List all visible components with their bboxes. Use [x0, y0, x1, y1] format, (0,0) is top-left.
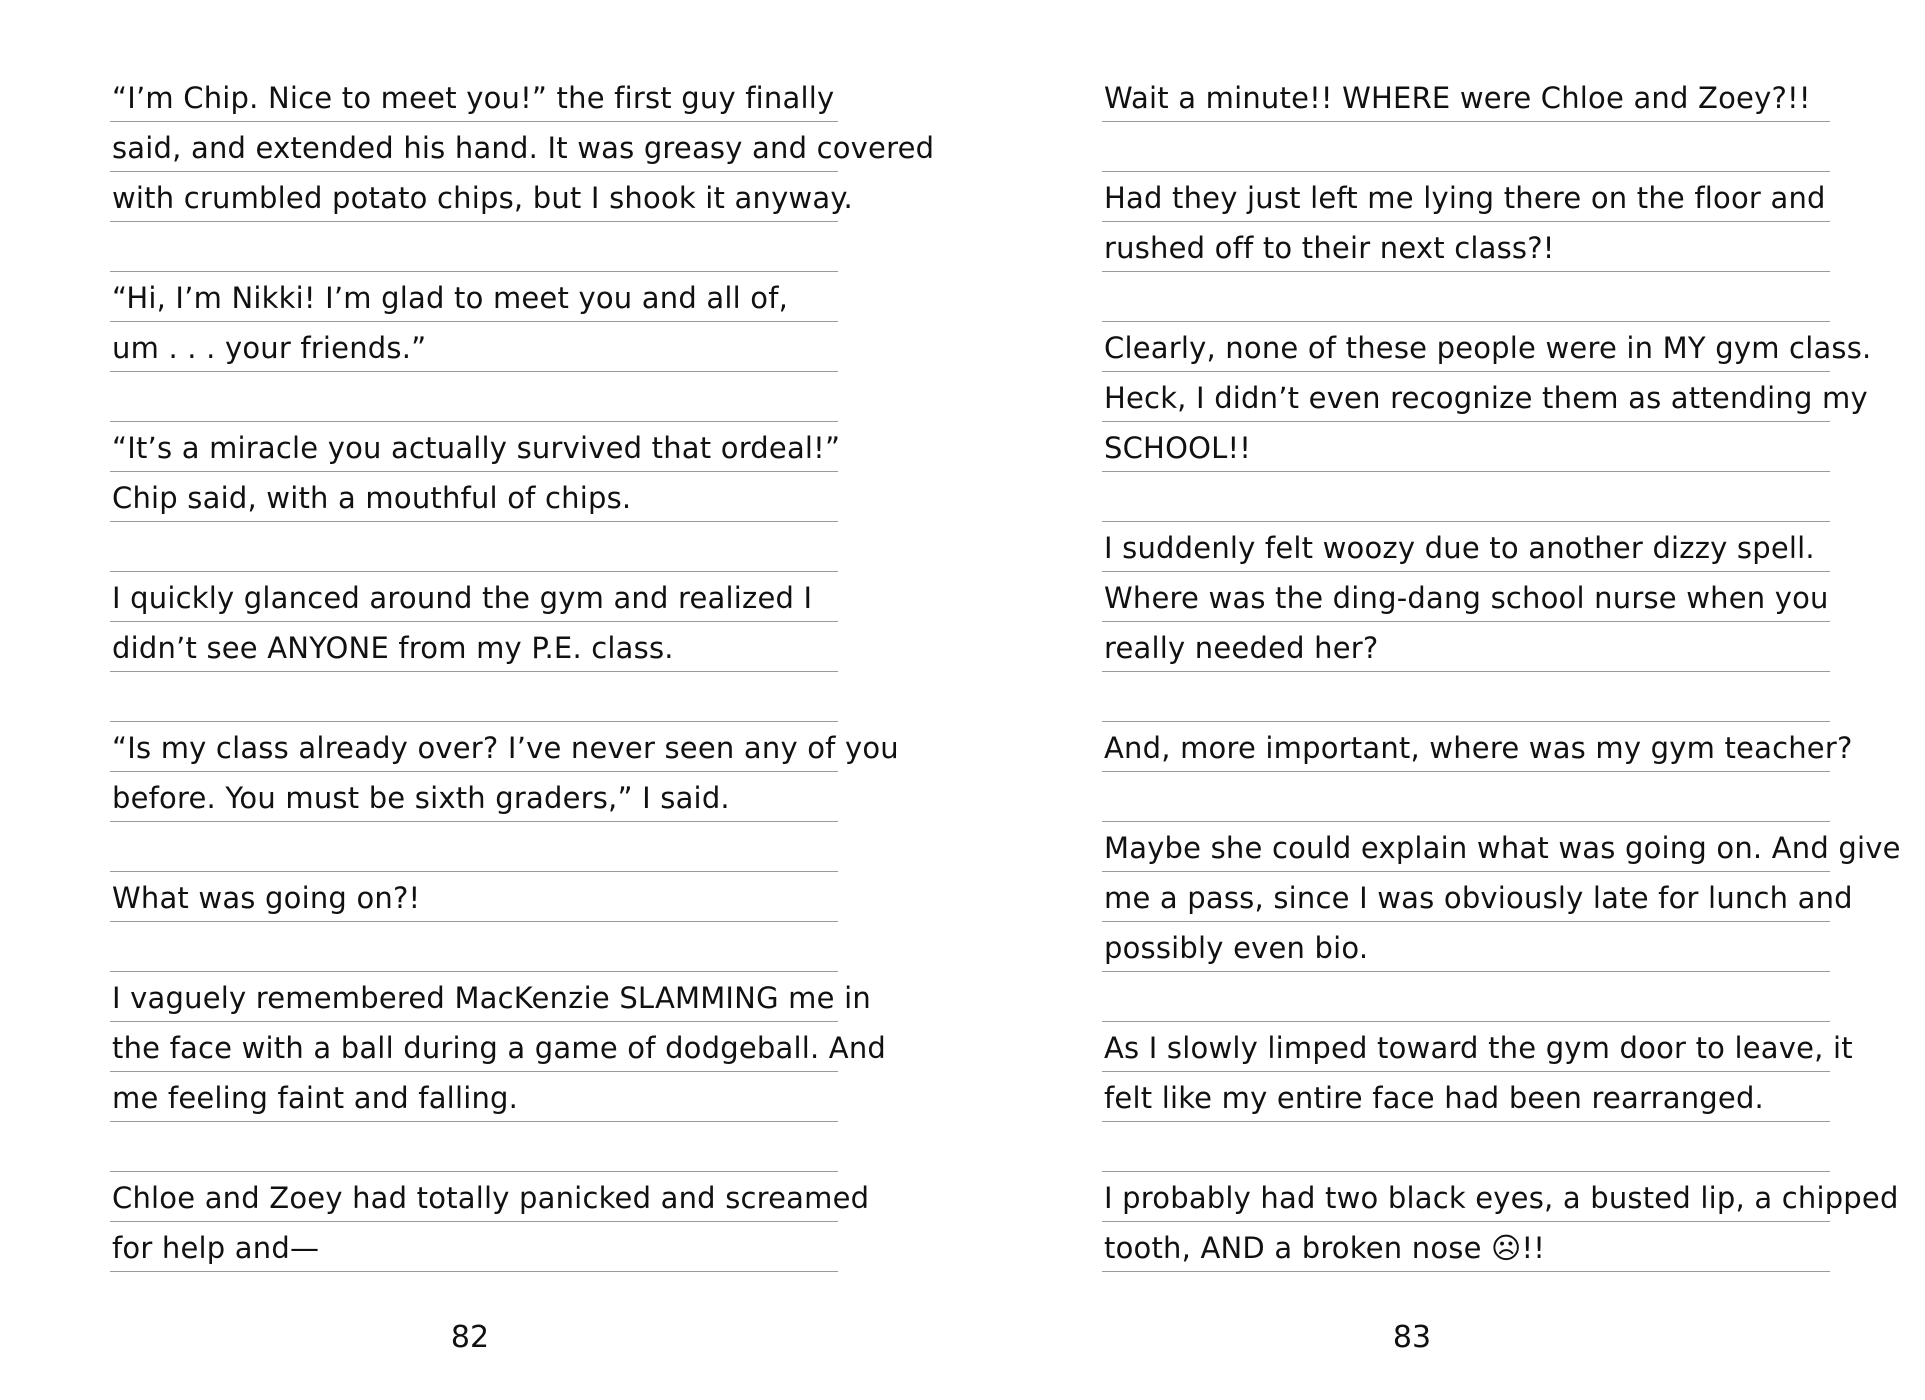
text-line: SCHOOL!!: [1104, 431, 1252, 465]
blank-line: [110, 822, 838, 872]
blank-line: [110, 522, 838, 572]
page-number: 82: [450, 1320, 490, 1355]
text-line: said, and extended his hand. It was greasy and covered: [112, 131, 935, 165]
page-number: 83: [1392, 1320, 1432, 1355]
text-line: “I’m Chip. Nice to meet you!” the first guy finally: [112, 81, 835, 115]
text-line: I quickly glanced around the gym and realized I: [112, 581, 813, 615]
text-line: tooth, AND a broken nose ☹!!: [1104, 1231, 1546, 1265]
text-line: felt like my entire face had been rearranged.: [1104, 1081, 1764, 1115]
blank-line: [1102, 972, 1830, 1022]
blank-line: [110, 922, 838, 972]
left-ruled-text-area: [110, 72, 935, 1272]
text-line: with crumbled potato chips, but I shook it anyway.: [112, 181, 853, 215]
text-line: for help and—: [112, 1231, 320, 1265]
text-line: before. You must be sixth graders,” I said.: [112, 781, 730, 815]
blank-line: [110, 1122, 838, 1172]
right-page: [962, 0, 1925, 1400]
text-line: me a pass, since I was obviously late for lunch and: [1104, 881, 1853, 915]
text-line: Heck, I didn’t even recognize them as attending my: [1104, 381, 1868, 415]
text-line: um . . . your friends.”: [112, 331, 427, 365]
text-line: didn’t see ANYONE from my P.E. class.: [112, 631, 674, 665]
text-line: possibly even bio.: [1104, 931, 1369, 965]
text-line: “It’s a miracle you actually survived that ordeal!”: [112, 431, 841, 465]
text-line: Chloe and Zoey had totally panicked and screamed: [112, 1181, 870, 1215]
text-line: rushed off to their next class?!: [1104, 231, 1555, 265]
text-line: really needed her?: [1104, 631, 1379, 665]
blank-line: [110, 372, 838, 422]
text-line: Where was the ding-dang school nurse when you: [1104, 581, 1829, 615]
text-line: I suddenly felt woozy due to another dizzy spell.: [1104, 531, 1815, 565]
text-line: me feeling faint and falling.: [112, 1081, 519, 1115]
text-line: the face with a ball during a game of dodgeball. And: [112, 1031, 887, 1065]
blank-line: [1102, 122, 1830, 172]
left-page: [0, 0, 962, 1400]
text-line: What was going on?!: [112, 881, 421, 915]
blank-line: [1102, 772, 1830, 822]
text-line: Wait a minute!! WHERE were Chloe and Zoey?!!: [1104, 81, 1811, 115]
text-line: Had they just left me lying there on the floor and: [1104, 181, 1826, 215]
text-line: As I slowly limped toward the gym door to leave, it: [1104, 1031, 1853, 1065]
text-line: I vaguely remembered MacKenzie SLAMMING me in: [112, 981, 871, 1015]
blank-line: [1102, 672, 1830, 722]
blank-line: [1102, 272, 1830, 322]
blank-line: [110, 672, 838, 722]
text-line: And, more important, where was my gym teacher?: [1104, 731, 1853, 765]
blank-line: [1102, 1122, 1830, 1172]
text-line: “Hi, I’m Nikki! I’m glad to meet you and all of,: [112, 281, 789, 315]
text-line: I probably had two black eyes, a busted lip, a chipped: [1104, 1181, 1899, 1215]
right-ruled-text-area: [1102, 72, 1901, 1272]
text-line: Maybe she could explain what was going on. And give: [1104, 831, 1901, 865]
text-line: Chip said, with a mouthful of chips.: [112, 481, 632, 515]
text-line: Clearly, none of these people were in MY gym class.: [1104, 331, 1872, 365]
blank-line: [1102, 472, 1830, 522]
text-line: “Is my class already over? I’ve never seen any of you: [112, 731, 899, 765]
blank-line: [110, 222, 838, 272]
